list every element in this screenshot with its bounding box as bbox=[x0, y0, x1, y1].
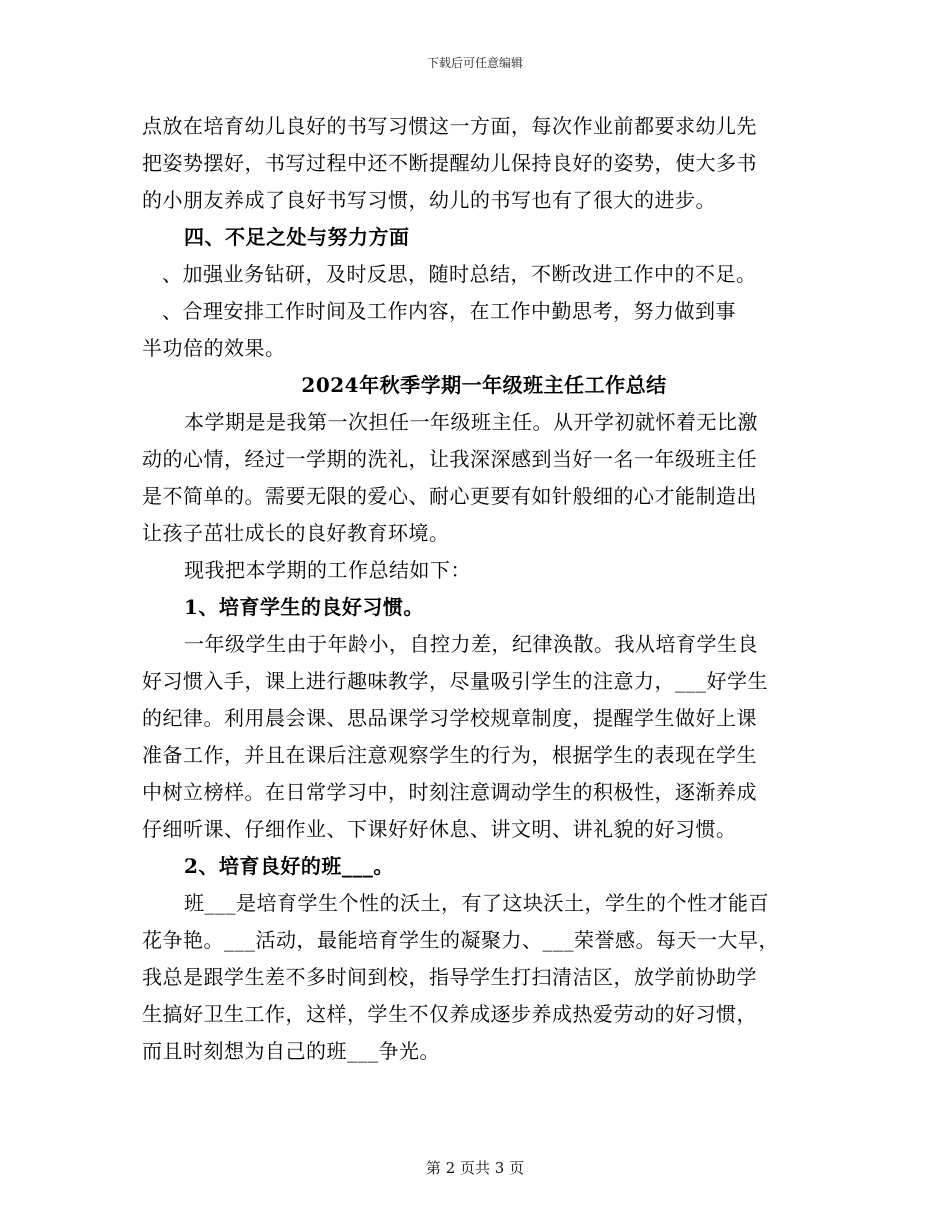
paragraph-line: 而且时刻想为自己的班___争光。 bbox=[142, 1039, 440, 1063]
paragraph-line: 一年级学生由于年龄小，自控力差，纪律涣散。我从培育学生良 bbox=[184, 632, 758, 656]
page-header: 下载后可任意编辑 bbox=[426, 56, 523, 70]
paragraph-line: 的小朋友养成了良好书写习惯，幼儿的书写也有了很大的进步。 bbox=[142, 188, 716, 212]
paragraph-line: 仔细听课、仔细作业、下课好好休息、讲文明、讲礼貌的好习惯。 bbox=[142, 817, 737, 841]
section-heading-4: 四、不足之处与努力方面 bbox=[184, 225, 410, 249]
paragraph-line: 我总是跟学生差不多时间到校，指导学生打扫清洁区，放学前协助学 bbox=[142, 965, 757, 989]
paragraph-line: 半功倍的效果。 bbox=[142, 336, 286, 360]
paragraph-line: 的纪律。利用晨会课、思品课学习学校规章制度，提醒学生做好上课 bbox=[142, 706, 757, 730]
paragraph-line: 本学期是是我第一次担任一年级班主任。从开学初就怀着无比激 bbox=[184, 410, 758, 434]
paragraph-line: 花争艳。___活动，最能培育学生的凝聚力、___荣誉感。每天一大早， bbox=[142, 928, 779, 952]
paragraph-line: 让孩子茁壮成长的良好教育环境。 bbox=[142, 521, 450, 545]
section-heading-2: 2、培育良好的班___。 bbox=[184, 854, 394, 878]
paragraph-line: 动的心情，经过一学期的洗礼，让我深深感到当好一名一年级班主任 bbox=[142, 447, 757, 471]
paragraph-line: 、合理安排工作时间及工作内容，在工作中勤思考，努力做到事 bbox=[162, 299, 736, 323]
document-body bbox=[142, 108, 810, 1070]
paragraph-line: 班___是培育学生个性的沃土，有了这块沃土，学生的个性才能百 bbox=[184, 891, 769, 915]
paragraph-line: 准备工作，并且在课后注意观察学生的行为，根据学生的表现在学生 bbox=[142, 743, 757, 767]
paragraph-line: 、加强业务钻研，及时反思，随时总结，不断改进工作中的不足。 bbox=[162, 262, 757, 286]
paragraph-line: 现我把本学期的工作总结如下： bbox=[184, 558, 471, 582]
paragraph-line: 生搞好卫生工作，这样，学生不仅养成逐步养成热爱劳动的好习惯， bbox=[142, 1002, 757, 1026]
section-heading-1: 1、培育学生的良好习惯。 bbox=[184, 595, 424, 619]
paragraph-line: 中树立榜样。在日常学习中，时刻注意调动学生的积极性，逐渐养成 bbox=[142, 780, 757, 804]
document-title: 2024年秋季学期一年级班主任工作总结 bbox=[301, 373, 667, 397]
paragraph-line: 把姿势摆好，书写过程中还不断提醒幼儿保持良好的姿势，使大多书 bbox=[142, 151, 757, 175]
paragraph-line: 点放在培育幼儿良好的书写习惯这一方面，每次作业前都要求幼儿先 bbox=[142, 114, 757, 138]
paragraph-line: 好习惯入手，课上进行趣味教学，尽量吸引学生的注意力，___好学生 bbox=[142, 669, 768, 693]
paragraph-line: 是不简单的。需要无限的爱心、耐心更要有如针般细的心才能制造出 bbox=[142, 484, 757, 508]
page-footer: 第 2 页共 3 页 bbox=[425, 1159, 525, 1177]
